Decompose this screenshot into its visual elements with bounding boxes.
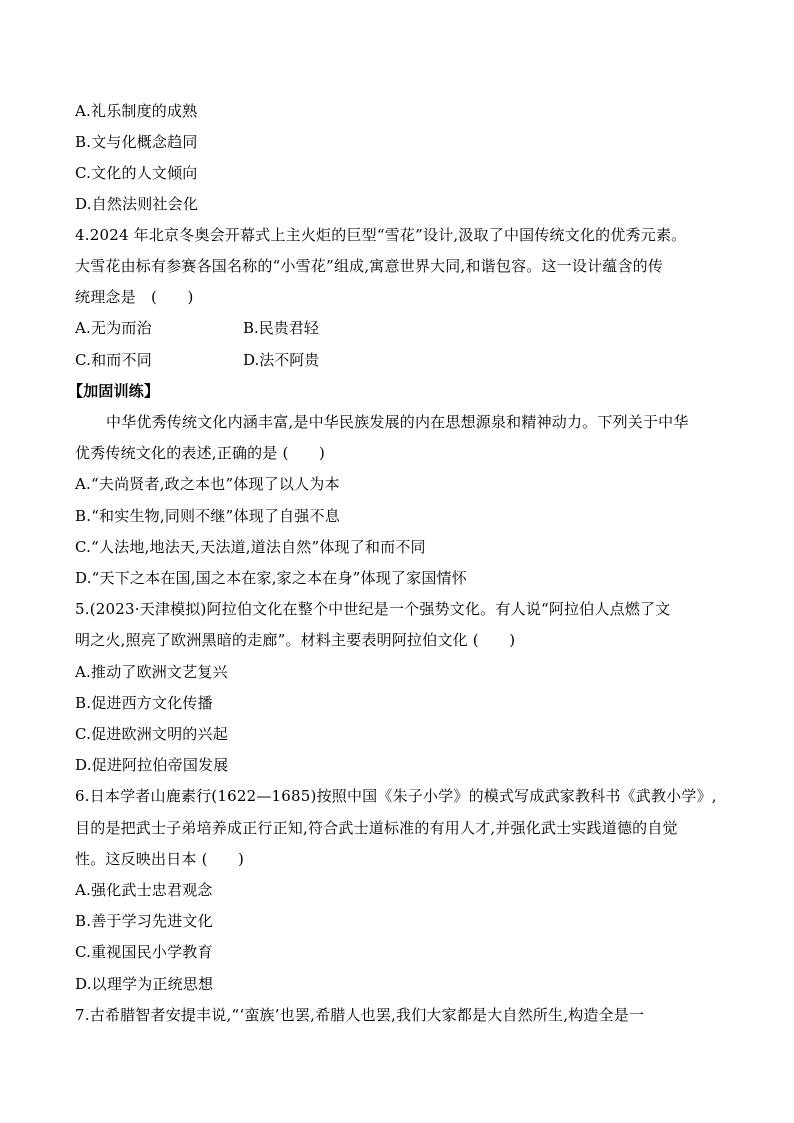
q3-option-c: C.文化的人文倾向	[75, 164, 198, 182]
q4-stem-line3: 统理念是 ( )	[75, 288, 194, 306]
q5-stem-line1: 5.(2023·天津模拟)阿拉伯文化在整个中世纪是一个强势文化。有人说“阿拉伯人点燃了文	[75, 600, 671, 618]
reinforce-option-d: D.“天下之本在国,国之本在家,家之本在身”体现了家国情怀	[75, 569, 467, 587]
q5-option-c: C.促进欧洲文明的兴起	[75, 725, 228, 743]
q6-stem-line3: 性。这反映出日本 ( )	[75, 850, 245, 868]
q4-option-c: C.和而不同	[75, 351, 152, 369]
q7-stem-line1: 7.古希腊智者安提丰说,“‘蛮族’也罢,希腊人也罢,我们大家都是大自然所生,构造全是一	[75, 1006, 645, 1024]
q5-option-b: B.促进西方文化传播	[75, 694, 213, 712]
reinforce-option-a: A.“夫尚贤者,政之本也”体现了以人为本	[75, 475, 340, 493]
q4-option-d: D.法不阿贵	[243, 351, 320, 369]
q6-option-c: C.重视国民小学教育	[75, 943, 213, 961]
q5-option-d: D.促进阿拉伯帝国发展	[75, 756, 229, 774]
reinforce-stem-line1: 中华优秀传统文化内涵丰富,是中华民族发展的内在思想源泉和精神动力。下列关于中华	[106, 413, 689, 431]
q6-option-b: B.善于学习先进文化	[75, 912, 213, 930]
q3-option-d: D.自然法则社会化	[75, 195, 199, 213]
q4-option-b: B.民贵君轻	[243, 319, 319, 337]
reinforce-option-b: B.“和实生物,同则不继”体现了自强不息	[75, 507, 340, 525]
q6-stem-line1: 6.日本学者山鹿素行(1622—1685)按照中国《朱子小学》的模式写成武家教科书《武教小学》,	[75, 787, 717, 805]
q4-stem-line1: 4.2024 年北京冬奥会开幕式上主火炬的巨型“雪花”设计,汲取了中国传统文化的优秀元素。	[75, 226, 687, 244]
q4-stem-line2: 大雪花由标有参赛各国名称的“小雪花”组成,寓意世界大同,和谐包容。这一设计蕴含的传	[75, 257, 664, 275]
reinforce-option-c: C.“人法地,地法天,天法道,道法自然”体现了和而不同	[75, 538, 426, 556]
q5-option-a: A.推动了欧洲文艺复兴	[75, 663, 228, 681]
q3-option-b: B.文与化概念趋同	[75, 133, 198, 151]
reinforce-title: 【加固训练】	[68, 382, 160, 400]
q6-stem-line2: 目的是把武士子弟培养成正行正知,符合武士道标准的有用人才,并强化武士实践道德的自觉	[75, 819, 678, 837]
q4-option-a: A.无为而治	[75, 319, 152, 337]
q5-stem-line2: 明之火,照亮了欧洲黑暗的走廊”。材料主要表明阿拉伯文化 ( )	[75, 631, 516, 649]
reinforce-stem-line2: 优秀传统文化的表述,正确的是 ( )	[75, 444, 326, 462]
q6-option-d: D.以理学为正统思想	[75, 975, 214, 993]
q3-option-a: A.礼乐制度的成熟	[75, 102, 198, 120]
q6-option-a: A.强化武士忠君观念	[75, 881, 213, 899]
